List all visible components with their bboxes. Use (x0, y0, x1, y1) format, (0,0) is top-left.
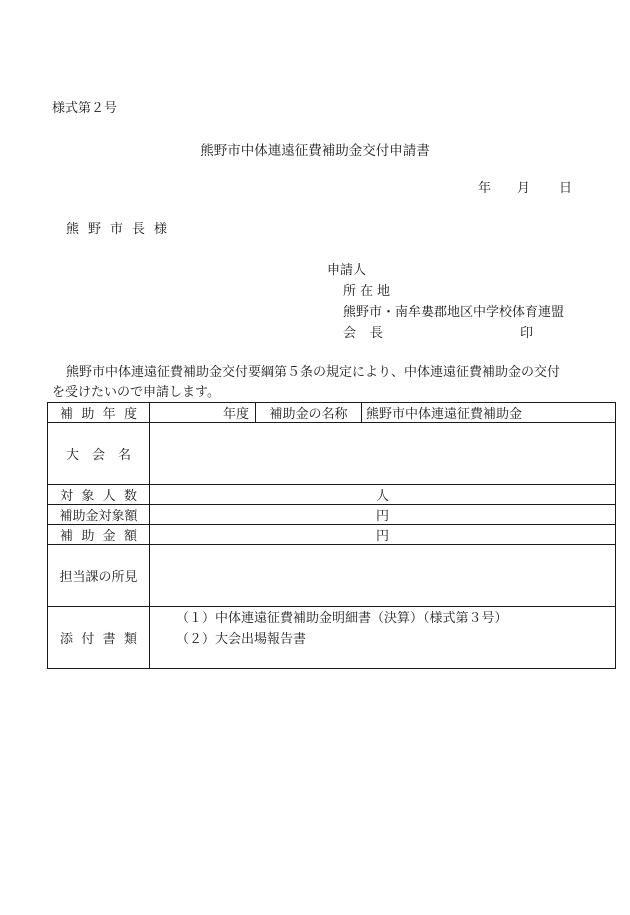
table-row-section-opinion (48, 545, 616, 607)
attachments-label: 添付書類 (48, 607, 150, 669)
statement-line-2: を受けたいので申請します。 (52, 385, 220, 400)
applicant-label: 申請人 (327, 263, 367, 278)
form-number: 様式第２号 (52, 101, 118, 116)
address-value: 熊野市・南牟婁郡地区中学校体育連盟 (343, 305, 565, 320)
date-month: 月 (517, 181, 531, 196)
section-opinion-field[interactable] (150, 545, 616, 607)
table-row-subsidy-amount (48, 525, 616, 545)
table-row-fiscal-year (48, 403, 616, 423)
target-amount-field[interactable]: 円 (150, 505, 616, 525)
table-row-participants (48, 485, 616, 505)
tournament-label: 大会名 (48, 423, 150, 485)
representative-label: 会長 (343, 326, 398, 341)
seal-mark: 印 (520, 326, 534, 341)
address-label: 所在地 (343, 284, 395, 299)
statement-line-1: 熊野市中体連遠征費補助金交付要綱第５条の規定により、中体連遠征費補助金の交付 (66, 365, 561, 380)
fiscal-year-field[interactable]: 年度 (150, 403, 256, 423)
subsidy-name-value: 熊野市中体連遠征費補助金 (362, 403, 616, 423)
subsidy-amount-field[interactable]: 円 (150, 525, 616, 545)
subsidy-name-label: 補助金の名称 (256, 403, 362, 423)
participants-field[interactable]: 人 (150, 485, 616, 505)
application-statement (52, 363, 592, 403)
subsidy-amount-label: 補助金額 (48, 525, 150, 545)
attachment-item: （２）大会出場報告書 (176, 632, 307, 647)
attachment-item: （１）中体連遠征費補助金明細書（決算）（様式第３号） (176, 611, 508, 626)
section-opinion-label: 担当課の所見 (48, 545, 150, 607)
table-row-tournament (48, 423, 616, 485)
date-year: 年 (478, 181, 492, 196)
application-table (47, 402, 616, 669)
table-row-attachments (48, 607, 616, 669)
fiscal-year-label: 補助年度 (48, 403, 150, 423)
attachments-list (150, 607, 616, 669)
document-title: 熊野市中体連遠征費補助金交付申請書 (200, 143, 430, 159)
addressee: 熊野市長様 (66, 222, 177, 237)
tournament-field[interactable] (150, 423, 616, 485)
table-row-target-amount (48, 505, 616, 525)
date-day: 日 (559, 181, 573, 196)
target-amount-label: 補助金対象額 (48, 505, 150, 525)
participants-label: 対象人数 (48, 485, 150, 505)
